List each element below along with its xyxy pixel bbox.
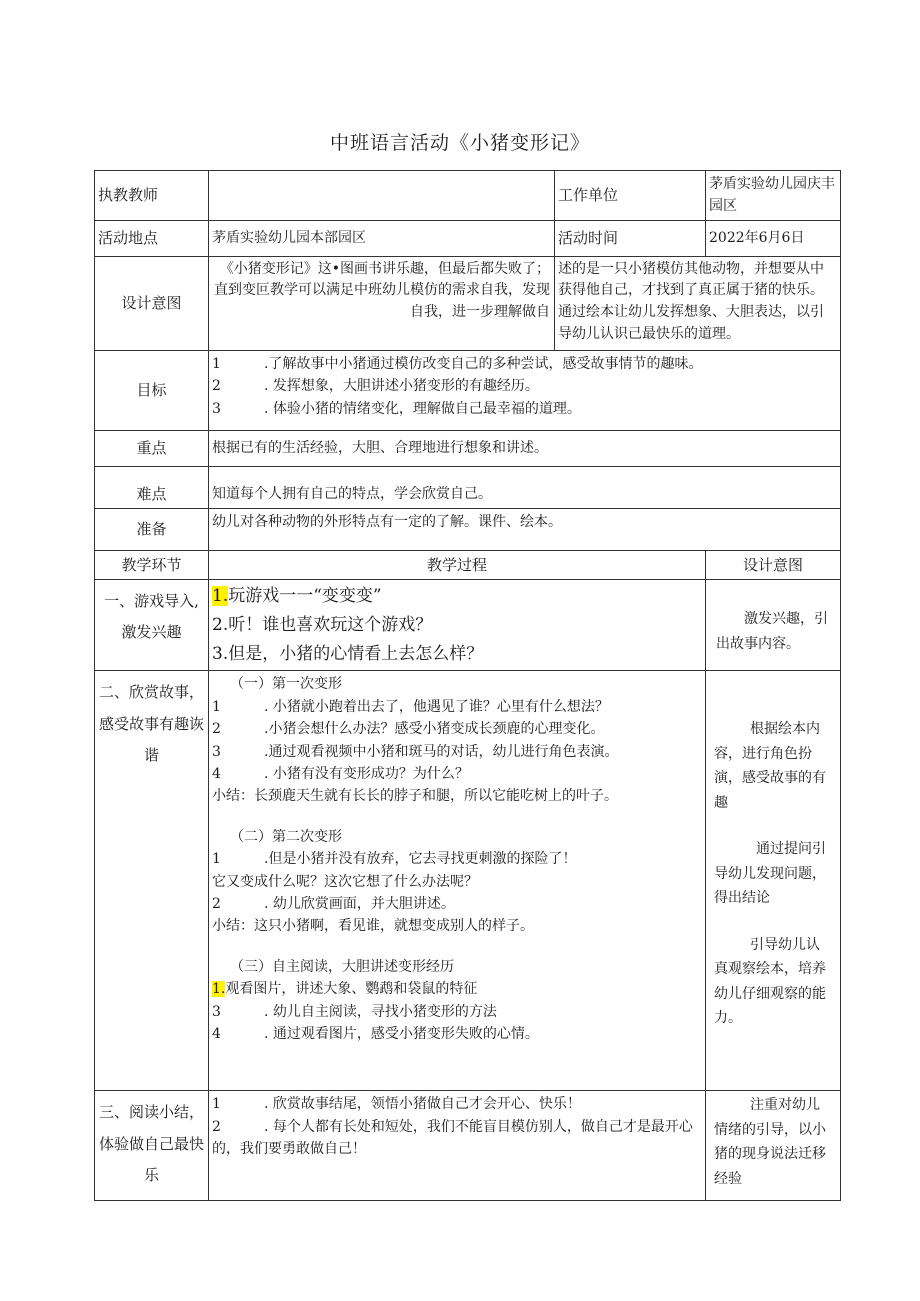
prep-row [95,508,841,550]
stage3-intent: 注重对幼儿情绪的引导，以小猪的现身说法迁移经验 [706,1091,841,1201]
time-label: 活动时间 [555,220,706,256]
header-process: 教学过程 [209,550,706,579]
design-right-text: 述的是一只小猪模仿其他动物，并想要从中获得他自己，才找到了真正属于猪的快乐。通过绘本让幼儿发挥想象、大胆表达，以引导幼儿认识己最快乐的道理。 [555,256,841,350]
teacher-value [209,171,555,221]
stage3-process [209,1091,706,1201]
part1-item: 3 .通过观看视频中小猪和斑马的对话，幼儿进行角色表演。 [212,743,619,760]
part3-title: （三）自主阅读，大胆讲述变形经历 [230,958,454,975]
part2-line: 它又变成什么呢？这次它想了什么办法呢？ [212,873,478,890]
difficulty-row [95,466,841,508]
part3-item: 4 . 通过观看图片，感受小猪变形失败的心情。 [212,1025,539,1042]
prep-label: 准备 [95,508,209,550]
stage2-intent [706,671,841,1091]
part2-title: （二）第二次变形 [230,828,342,845]
place-label: 活动地点 [95,220,209,256]
part1-title: （一）第一次变形 [230,676,342,693]
stage3-name: 三、阅读小结，体验做自己最快乐 [95,1091,209,1201]
part3-item: 3 . 幼儿自主阅读，寻找小猪变形的方法 [212,1003,497,1020]
stage3-row [95,1091,841,1201]
goals-label: 目标 [95,350,209,430]
teacher-row [95,171,841,221]
key-label: 重点 [95,430,209,466]
stage1-item: 2.听！谁也喜欢玩这个游戏？ [212,614,433,635]
stage2-process [209,671,706,1091]
stage1-item: 1.玩游戏一一“变变变” [212,585,382,606]
part1-item: 1 . 小猪就小跑着出去了，他遇见了谁？心里有什么想法？ [212,698,609,715]
stage3-item: 1 . 欣赏故事结尾，领悟小猪做自己才会开心、快乐！ [212,1096,581,1113]
place-value: 茅盾实验幼儿园本部园区 [209,220,555,256]
unit-label: 工作单位 [555,171,706,221]
stage2-row [95,671,841,1091]
stage2-intent-1: 根据绘本内容，进行角色扮演，感受故事的有趣 [714,721,826,811]
key-text: 根据已有的生活经验，大胆、合理地进行想象和讲述。 [209,430,841,466]
goals-list [209,350,841,430]
difficulty-label: 难点 [95,466,209,508]
time-value: 2022年6月6日 [706,220,841,256]
page-title: 中班语言活动《小猪变形记》 [329,132,590,154]
difficulty-text: 知道每个人拥有自己的特点，学会欣赏自己。 [209,466,841,508]
design-row [95,256,841,350]
unit-value: 茅盾实验幼儿园庆丰园区 [706,171,841,221]
part2-item: 2 . 幼儿欣赏画面，并大胆讲述。 [212,895,455,912]
stage1-item: 3.但是，小猪的心情看上去怎么样？ [212,643,484,664]
stage1-name: 一、游戏导入,激发兴趣 [95,579,209,671]
goals-row [95,350,841,430]
stage1-intent: 激发兴趣，引出故事内容。 [706,579,841,671]
header-row [95,550,841,579]
stage2-intent-3: 引导幼儿认真观察绘本，培养幼儿仔细观察的能力。 [714,936,826,1027]
part1-item: 4 . 小猪有没有变形成功？为什么？ [212,766,469,783]
stage3-item: 2 . 每个人都有长处和短处，我们不能盲目模仿别人，做自己才是最开心的，我们要勇敢做自己！ [212,1118,693,1158]
part2-item: 1 .但是小猪并没有放弃，它去寻找更刺激的探险了！ [212,851,577,868]
header-stage: 教学环节 [95,550,209,579]
design-left-text: 《小猪变形记》这•图画书讲乐趣，但最后都失败了；直到变叵教学可以满足中班幼儿模仿的需求自我，发现自我，进一步理解做自 [209,256,555,350]
part1-item: 2 .小猪会想什么办法？感受小猪变成长颈鹿的心理变化。 [212,721,605,738]
teacher-label: 执教教师 [95,171,209,221]
prep-text: 幼儿对各种动物的外形特点有一定的了解。课件、绘本。 [209,508,841,550]
goal-item: 2 . 发挥想象，大胆讲述小猪变形的有趣经历。 [212,378,539,395]
header-intent: 设计意图 [706,550,841,579]
goal-item: 1 .了解故事中小猪通过模仿改变自己的多种尝试，感受故事情节的趣味。 [212,355,703,372]
part2-summary: 小结：这只小猪啊，看见谁，就想变成别人的样子。 [212,918,534,935]
key-row [95,430,841,466]
lesson-plan-table [94,170,841,1201]
stage1-row [95,579,841,671]
stage2-intent-2: 通过提问引导幼儿发现问题，得出结论 [714,841,826,907]
design-label: 设计意图 [95,256,209,350]
goal-item: 3 . 体验小猪的情绪变化，理解做自己最幸福的道理。 [212,400,581,417]
part1-summary: 小结：长颈鹿天生就有长长的脖子和腿，所以它能吃树上的叶子。 [212,788,618,805]
stage2-name: 二、欣赏故事，感受故事有趣诙谐 [95,671,209,1091]
part3-item: 1.观看图片，讲述大象、鹦鹉和袋鼠的特征 [212,981,478,998]
stage1-process [209,579,706,671]
place-row [95,220,841,256]
